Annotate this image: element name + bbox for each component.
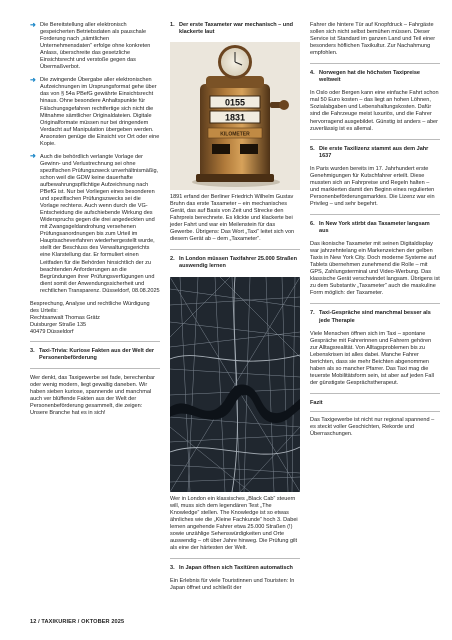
section-heading [310,221,440,235]
section-title: Die erste Taxilizenz stammt aus dem Jahr 1637 [319,145,429,159]
column-2 [170,22,300,598]
section-number: 1. [170,22,175,28]
bullet-item [30,22,160,71]
paragraph: Ein Erlebnis für viele Touristinnen und Touristen: In Japan öffnet und schließt der [170,577,295,591]
taximeter-photo [170,42,300,190]
arrow-right-icon: ➜ [30,153,36,161]
arrow-right-icon: ➜ [30,76,36,84]
paragraph: In Oslo oder Bergen kann eine einfache Fahrt schon mal 50 Euro kosten – das liegt an hohen Löhnen, Sozialabgaben und Lebenshaltungskosten. Dafür sind die Fahrzeuge meist luxuriös, und die Fahrer hervorragend ausgebildet. Günstig ist anders – aber zuverlässig ist es allemal. [310,90,439,132]
author-line: 40479 Düsseldorf [30,328,74,335]
section-number: 2. [170,256,175,263]
divider [310,393,440,394]
section-heading [170,22,300,36]
arrow-right-icon: ➜ [30,21,36,29]
column-3 [310,22,440,444]
paragraph: Wer denkt, das Taxigewerbe sei fade, berechenbar oder wenig modern, liegt gewaltig daneben. Wir haben sieben kuriose, spannende und manchmal auch ver blüffende Fakten aus der Welt der Personenbeförderung gesammelt, die zeigen: Unsere Branche hat es in sich! [30,375,155,417]
section-heading [170,256,300,270]
section-title: Norwegen hat die höchsten Taxipreise weltweit [319,70,420,84]
author-line: Rechtsanwalt Thomas Grätz [30,314,100,321]
section-heading [310,70,440,84]
section-number: 3. [170,564,175,571]
paragraph: 1891 erfand der Berliner Friedrich Wilhelm Gustav Bruhn das erste Taxameter – ein mechanisches Gerät, das auf Basis von Zeit und Strecke den Fahrpreis berechnete. Es klickte und klackerte bei jeder Fahrt und war ein Meilenstein für das Gewerbe. Übrigens: Das Wort „Taxi“ leitet sich von diesem Gerät ab – dem „Taxameter“. [170,194,295,243]
page-footer: 12 / TAXIKURIER / OKTOBER 2025 [30,619,125,625]
section-title: Taxi-Trivia: Kuriose Fakten aus der Welt der Personenbeförderung [39,347,155,362]
author-line: Duisburger Straße 135 [30,321,87,328]
taximeter-illustration [170,42,300,190]
section-heading [310,146,440,160]
divider [310,303,440,304]
fazit-heading: Fazit [310,400,440,412]
section-title: In London müssen Taxifahrer 25.000 Straßen auswendig lernen [179,256,297,270]
section-title: In Japan öffnen sich Taxitüren automatisch [179,564,293,571]
section-heading [310,310,440,324]
bullet-text: Die zwingende Übergabe aller elektronischen Aufzeichnungen im Ursprungsformat gehe über das von § 54a PBefG gewährte Einsichtsrecht hinaus. Ohne besondere Anhaltspunkte für Fälschungsgefahren rechtfertige sich nicht die Mitnahme sämtlicher Originaldateien. Digitale Originalformate müssen nur bei dringendem Verdacht auf Manipulation übergeben werden. Ansonsten genüge die Einsicht vor Ort oder eine Kopie. [40,77,160,147]
bullet-text: Die Bereitstellung aller elektronisch gespeicherten Betriebsdaten als pauschale Forderung nach „sämtlichen Unternehmensdaten“ erfolge ohne konkreten Anlass, überschreite das gesetzliche Einsichtsrecht und verstoße gegen das Übermaßverbot. [40,22,151,71]
paragraph: In Paris wurden bereits im 17. Jahrhundert erste Genehmigungen für Kutschfahrer erteilt. Diese mussten sich an Fahrpreise und Regeln halten – und markierten damit den Beginn eines regulierten Personenbeförderungsmarktes. Die Lizenz war ein Privileg – und sehr begehrt. [310,165,435,207]
section-number: 3. [30,347,35,354]
counter-digits-bottom: 1831 [224,112,246,123]
section-number: 5. [310,145,315,152]
section-number: 7. [310,310,315,317]
column-1 [30,22,160,423]
author-info [30,301,160,336]
counter-digits-top: 0155 [224,97,246,108]
london-map-image [170,277,300,492]
author-line: Besprechung, Analyse und rechtliche Würdigung des Urteils: [30,300,150,314]
section-title: In New York stirbt das Taxameter langsam aus [319,220,430,235]
paragraph: Viele Menschen öffnen sich im Taxi – spontane Gespräche mit Fahrerinnen und Fahrern gehören zur Alltagsrealität. Von Alltagsproblemen bis zu Lebenskrisen ist alles dabei. Manche Fahrer berichten, dass sie mehr Beichten abgenommen haben als so mancher Pfarrer. Das Taxi mag die teuerste Mobilitätsform sein, ist aber auf jeden Fall der günstigste Gesprächstherapeut. [310,330,434,386]
section-number: 4. [310,70,315,77]
plate-label: KILOMETER [220,131,250,138]
divider [30,368,160,369]
paragraph: Wer in London ein klassisches „Black Cab“ steuern will, muss sich dem legendären Test „The Knowledge“ stellen. The Knowledge ist so etwas ähnliches wie die „Kleine Fachkunde“ hoch 3. Dabei lernen angehende Fahrer etwa 25.000 Straßen (!) sowie unzählige Sehenswürdigkeiten und Orte auswendig – oft über Jahre hinweg. Die Prüfung gilt als eine der härtesten der Welt. [170,495,298,551]
divider [310,139,440,140]
section-heading [30,348,160,362]
paragraph: Fahrer die hintere Tür auf Knopfdruck – Fahrgäste sollen sich nicht selbst bemühen müssen. Dieser Service ist Standard im ganzen Land und Teil einer besonders höflichen Taxikultur. Zur Nachahmung empfohlen. [310,22,436,57]
section-title: Taxi-Gespräche sind manchmal besser als jede Therapie [319,310,431,324]
bullet-text: Auch die behördlich verlangte Vorlage der Gewinn- und Verlustrechnung sei ohne spezifischen Prüfungszweck unverhältnismäßig, schon weil die GDW keine dauerhafte aufbewahrungspflichtige Aufzeichnung nach PBefG ist. Nur bei Vorliegen eines besonderen und spezifischen Prüfungszwecks sei die Vorlage rechtens. Auch wenn durch die VG-Entscheidung die aufschiebende Wirkung des Widerspruchs gegen die drei angedeckten und mit Zwangsgeldandrohung versehenen Prüfungsanordnungen bis zum Urteil im Hauptsacheverfahren wiederhergestellt wurde, stellt der Beschluss des Verwaltungsgerichts eine Klarstellung dar. Er formuliert einen Leitfaden für die Behörden hinsichtlich der zu beachtenden Anforderungen an die Begründungen ihrer Prüfungsverfügungen und dient somit der Anwendungssicherheit und rechtlichen Transparenz. Düsseldorf, 08.08.2025 [40,153,160,294]
divider [30,341,160,342]
bullet-item [30,154,160,295]
bullet-item [30,77,160,147]
paragraph: Das ikonische Taxameter mit seinen Digitaldisplay war jahrzehntelang ein Markenzeichen der gelben Taxis in New York City. Doch moderne Systeme auf Tablets übernehmen zunehmend die Rolle – mit GPS, Zahlungsterminal und Video-Werbung. Das klassische Gerät verschwindet langsam. Übrigens ist zu dem Substantiv „Taxameter“ auch die maskuline Form möglich: der Taxameter. [310,241,440,297]
section-number: 6. [310,220,315,227]
paragraph: Das Taxigewerbe ist nicht nur regional spannend – es steckt voller Geschichten, Rekorde und Überraschungen. [310,416,435,438]
section-title: Der erste Taxameter war mechanisch – und klackerte laut [179,22,293,36]
divider [170,249,300,250]
divider [170,558,300,559]
divider [310,214,440,215]
divider [310,63,440,64]
section-heading [170,565,300,572]
street-map-illustration [170,277,300,492]
